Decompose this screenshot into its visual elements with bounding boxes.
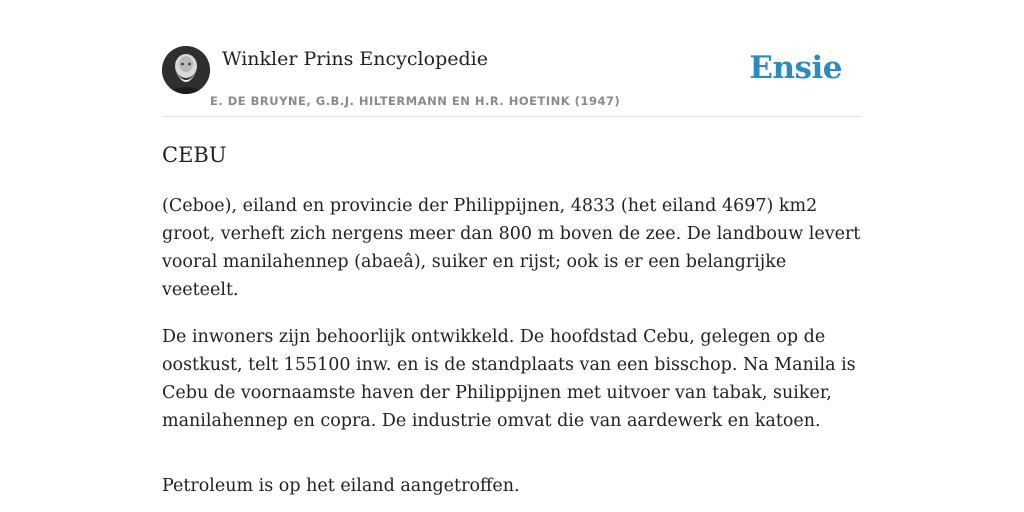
header — [162, 46, 862, 117]
brand-logo[interactable]: Ensie — [749, 50, 842, 86]
article-body — [162, 192, 864, 512]
paragraph: (Ceboe), eiland en provincie der Philippijnen, 4833 (het eiland 4697) km2 groot, verheft zich nergens meer dan 800 m boven de zee. De landbouw levert vooral manilahennep (abaeâ), suiker en rijst; ook is er een belangrijke veeteelt. — [162, 196, 861, 300]
paragraph: De inwoners zijn behoorlijk ontwikkeld. De hoofdstad Cebu, gelegen op de oostkust, telt 155100 inw. en is de standplaats van een bisschop. Na Manila is Cebu de voornaamste haven der Philippijnen met uitvoer van tabak, suiker, manilahennep en copra. De industrie omvat die van aardewerk en katoen. — [162, 327, 856, 431]
paragraph: Petroleum is op het eiland aangetroffen. — [162, 476, 520, 496]
portrait-icon — [162, 46, 210, 94]
author-avatar[interactable] — [162, 46, 210, 94]
encyclopedia-title[interactable]: Winkler Prins Encyclopedie — [222, 48, 488, 70]
article-title: CEBU — [162, 143, 227, 167]
authors-line: E. DE BRUYNE, G.B.J. HILTERMANN EN H.R. HOETINK (1947) — [210, 94, 621, 108]
